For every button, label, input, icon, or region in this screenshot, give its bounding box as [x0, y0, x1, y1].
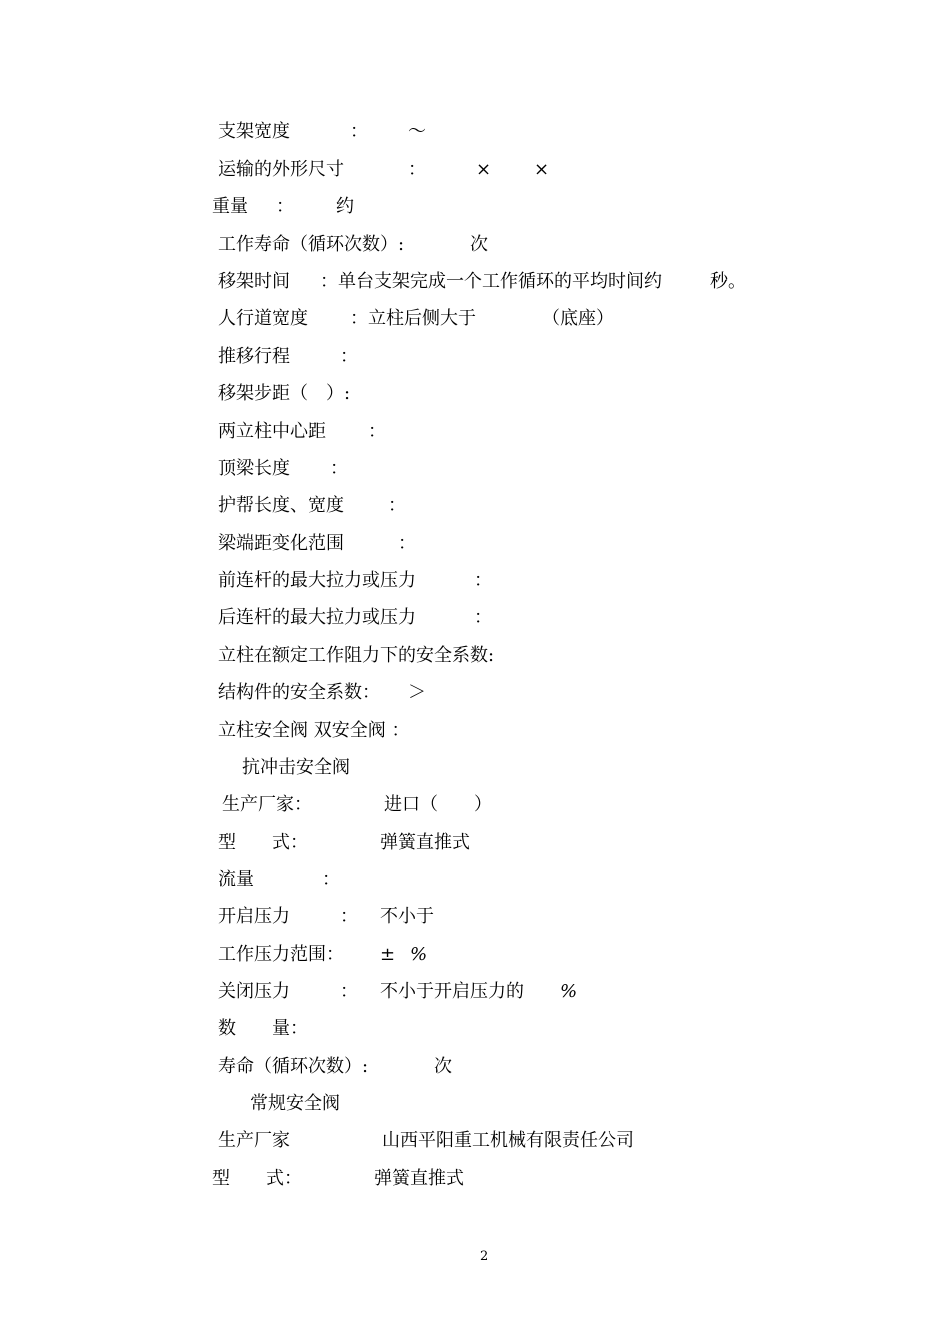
- spec-label: 人行道宽度: [218, 308, 308, 329]
- section-heading: 常规安全阀: [250, 1093, 340, 1114]
- spec-value: ×: [476, 159, 492, 180]
- spec-label: 关闭压力: [218, 981, 290, 1002]
- spec-value-2: %: [410, 944, 428, 965]
- spec-label: 型 式：: [212, 1168, 302, 1189]
- spec-colon: ：: [340, 346, 358, 367]
- spec-value-2: %: [560, 981, 578, 1002]
- spec-value: 进口（ ）: [384, 794, 492, 815]
- spec-value: 山西平阳重工机械有限责任公司: [382, 1130, 634, 1151]
- spec-label: 型 式：: [218, 832, 308, 853]
- spec-colon: ：: [368, 421, 386, 442]
- spec-value: ：立柱后侧大于: [350, 308, 476, 329]
- spec-value: 不小于: [380, 906, 434, 927]
- spec-label: 顶梁长度: [218, 458, 290, 479]
- spec-colon: ：: [322, 869, 340, 890]
- spec-value: ＞: [408, 682, 426, 703]
- spec-label: 推移行程: [218, 346, 290, 367]
- spec-label: 工作寿命（循环次数）:: [218, 234, 405, 255]
- spec-label: 护帮长度、宽度: [218, 495, 344, 516]
- spec-label: 两立柱中心距: [218, 421, 326, 442]
- spec-colon: ：: [340, 981, 358, 1002]
- spec-label: 生产厂家: [218, 1130, 290, 1151]
- spec-label: 生产厂家：: [222, 794, 312, 815]
- spec-label: 梁端距变化范围: [218, 533, 344, 554]
- spec-label: 移架步距（ ）:: [218, 383, 351, 404]
- spec-value-2: （底座）: [542, 308, 614, 329]
- spec-value: ～: [408, 121, 426, 142]
- spec-value: 次: [470, 234, 488, 255]
- section-heading: 抗冲击安全阀: [242, 757, 350, 778]
- spec-label: 运输的外形尺寸: [218, 159, 344, 180]
- page-number: 2: [480, 1249, 489, 1264]
- spec-colon: ：: [474, 607, 492, 628]
- spec-label: 数 量：: [218, 1018, 308, 1039]
- spec-colon: ：: [474, 570, 492, 591]
- spec-label: 寿命（循环次数）:: [218, 1056, 369, 1077]
- spec-value: 约: [336, 196, 354, 217]
- spec-value: 弹簧直推式: [380, 832, 470, 853]
- spec-label: 工作压力范围：: [218, 944, 344, 965]
- spec-label: 开启压力: [218, 906, 290, 927]
- spec-colon: ：: [388, 495, 406, 516]
- spec-label: 移架时间: [218, 271, 290, 292]
- spec-colon: ：: [350, 121, 368, 142]
- spec-label: 重量: [212, 196, 248, 217]
- spec-label: 前连杆的最大拉力或压力: [218, 570, 416, 591]
- spec-value: 次: [434, 1056, 452, 1077]
- spec-colon: ：: [408, 159, 426, 180]
- spec-value: ±: [380, 944, 396, 965]
- spec-colon: ：: [340, 906, 358, 927]
- spec-colon: ：: [398, 533, 416, 554]
- spec-value: 弹簧直推式: [374, 1168, 464, 1189]
- spec-value: 不小于开启压力的: [380, 981, 524, 1002]
- spec-value: ：单台支架完成一个工作循环的平均时间约: [320, 271, 662, 292]
- spec-label: 立柱安全阀 双安全阀 ：: [218, 720, 410, 741]
- spec-colon: ：: [330, 458, 348, 479]
- spec-label: 后连杆的最大拉力或压力: [218, 607, 416, 628]
- spec-value-2: ×: [534, 159, 550, 180]
- spec-label: 结构件的安全系数：: [218, 682, 380, 703]
- spec-label: 立柱在额定工作阻力下的安全系数:: [218, 645, 495, 666]
- spec-label: 流量: [218, 869, 254, 890]
- spec-colon: ：: [276, 196, 294, 217]
- spec-value-2: 秒。: [710, 271, 746, 292]
- spec-label: 支架宽度: [218, 121, 290, 142]
